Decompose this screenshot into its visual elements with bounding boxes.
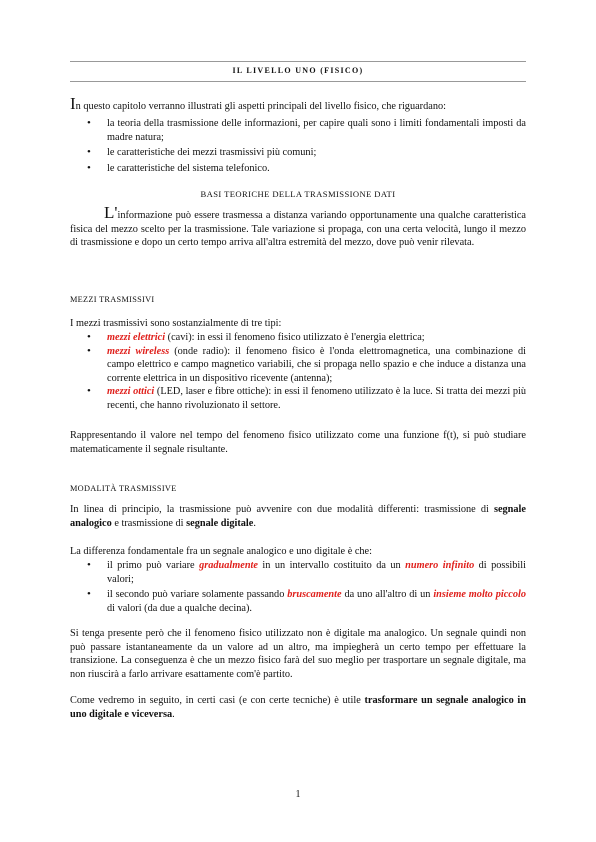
modalita-paragraph-3: Si tenga presente però che il fenomeno fisico utilizzato non è digitale ma analogico. Un segnale quindi non può passare istantaneamente da un valore ad un altro, ma impiegherà un certo tempo per effettuare la transizione. La conseguenza è che un mezzo fisico farà del suo meglio per trasportare un segnale digitale, ma non riuscirà a farlo arrivare esattamente com'è partito. <box>70 628 526 680</box>
modalita-paragraph-2: La differenza fondamentale fra un segnale analogico e uno digitale è che: <box>70 546 372 557</box>
modalita-paragraph-1: In linea di principio, la trasmissione può avvenire con due modalità differenti: trasmissione di segnale analogico e trasmissione di segnale digitale. <box>70 504 526 529</box>
list-item: • mezzi elettrici (cavi): in essi il fenomeno fisico utilizzato è l'energia elettrica; <box>87 331 425 343</box>
list-item: • mezzi ottici (LED, laser e fibre ottiche): in essi il fenomeno utilizzato è la luce. Si tratta dei mezzi più recenti, che hanno rivoluzionato il settore. <box>87 385 526 411</box>
mezzi-closing: Rappresentando il valore nel tempo del fenomeno fisico utilizzato come una funzione f(t), si può studiare matematicamente il segnale risultante. <box>70 430 526 455</box>
mezzi-lead: I mezzi trasmissivi sono sostanzialmente di tre tipi: <box>70 318 282 329</box>
modalita-paragraph-4: Come vedremo in seguito, in certi casi (e con certe tecniche) è utile trasformare un segnale analogico in uno digitale e viceversa. <box>70 695 526 720</box>
list-item: • il primo può variare gradualmente in un intervallo costituito da un numero infinito di possibili valori; <box>87 559 526 585</box>
mezzi-bullet-list <box>70 331 526 413</box>
section-title-mezzi: MEZZI TRASMISSIVI <box>70 295 155 304</box>
intro-bullet-list <box>70 117 526 175</box>
section-title-modalita: MODALITÀ TRASMISSIVE <box>70 484 177 493</box>
intro-text: n questo capitolo verranno illustrati gli aspetti principali del livello fisico, che riguardano: <box>75 101 446 112</box>
list-item: • le caratteristiche del sistema telefonico. <box>87 161 270 174</box>
section-basi-text: informazione può essere trasmessa a distanza variando opportunamente una qualche caratteristica fisica del mezzo scelto per la trasmissione. Tale variazione si propaga, con una certa velocità, lungo il mezzo di trasmissione e dopo un certo tempo arriva all'altra estremità del mezzo, dove può venir rilevata. <box>70 210 526 249</box>
page-number: 1 <box>295 789 301 800</box>
list-item: • mezzi wireless (onde radio): il fenomeno fisico è l'onda elettromagnetica, una combinazione di campo elettrico e campo magnetico variabili, che si propaga nello spazio e che induce a distanza una corrente elettrica in un dispositivo ricevente (antenna); <box>87 344 527 384</box>
header-bottom-rule <box>70 81 526 82</box>
section-title-basi: BASI TEORICHE DELLA TRASMISSIONE DATI <box>200 189 396 199</box>
intro-initial: I <box>70 94 76 113</box>
section-basi-initial: L' <box>104 203 118 222</box>
modalita-bullet-list <box>70 559 526 615</box>
list-item: • il secondo può variare solamente passando bruscamente da uno all'altro di un insieme molto piccolo di valori (da due a qualche decina). <box>87 588 526 614</box>
list-item: • le caratteristiche dei mezzi trasmissivi più comuni; <box>87 146 317 159</box>
page-header-title: IL LIVELLO UNO (FISICO) <box>232 66 364 75</box>
list-item: • la teoria della trasmissione delle informazioni, per capire quali sono i limiti fondamentali imposti da madre natura; <box>87 117 526 143</box>
header-top-rule <box>70 61 526 62</box>
intro-paragraph <box>70 94 526 114</box>
section-basi-paragraph <box>70 203 526 250</box>
